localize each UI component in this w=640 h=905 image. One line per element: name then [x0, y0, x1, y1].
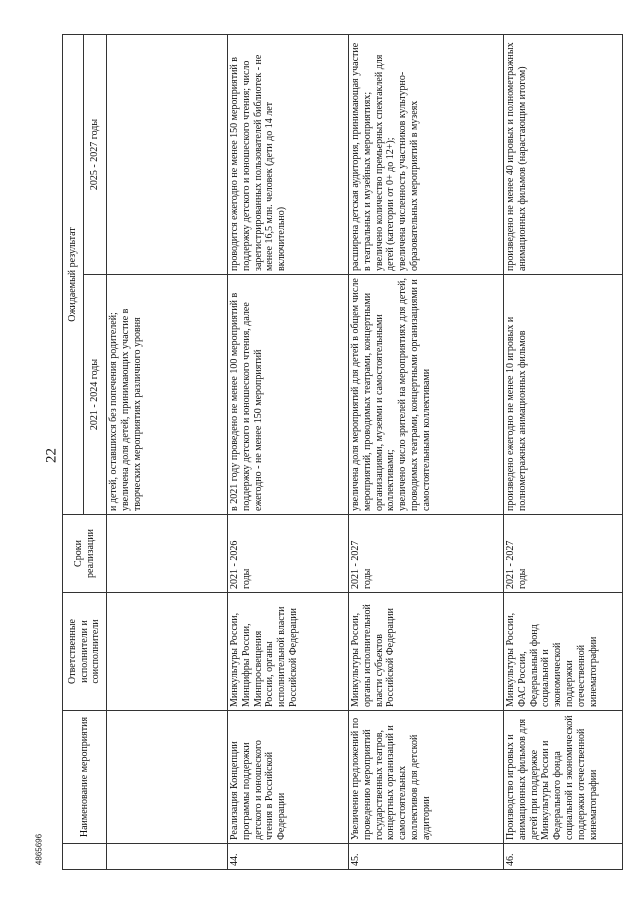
cell-terms	[107, 515, 228, 593]
cell-terms: 2021 - 2027 годы	[504, 515, 623, 593]
table-row	[504, 34, 623, 869]
cell-number: 46.	[504, 844, 623, 870]
cell-executors	[107, 593, 228, 711]
measures-table	[62, 34, 623, 870]
page-number: 22	[43, 448, 60, 463]
table-row-continuation	[107, 34, 228, 869]
cell-executors: Минкультуры России, органы исполнительной власти субъектов Российской Федерации	[349, 593, 504, 711]
cell-name: Реализация Концепции программы поддержки детского и юношеского чтения в Российской Федерации	[228, 711, 349, 844]
cell-result-2025-2027: расширена детская аудитория, принимающая участие в театральных и музейных мероприятиях; увеличено количество премьерных спектаклей для детей (категории от 0+ до 12+); увеличена численность участников культурно-образовательных мероприятий в музеях	[349, 34, 504, 274]
header-period-2025-2027: 2025 - 2027 годы	[84, 34, 107, 274]
rotated-table-container	[62, 35, 622, 870]
table-row	[349, 34, 504, 869]
header-executors: Ответственные исполнители и соисполнители	[63, 593, 107, 711]
cell-result-2021-2024: и детей, оставшихся без попечения родителей; увеличена доля детей, принимающих участие в творческих мероприятиях различного уровня	[107, 275, 228, 515]
cell-name	[107, 711, 228, 844]
document-id: 4865696	[34, 833, 44, 866]
header-terms: Сроки реализации	[63, 515, 107, 593]
header-number	[63, 844, 107, 870]
cell-number: 45.	[349, 844, 504, 870]
cell-name: Производство игровых и анимационных фильмов для детей при поддержке Минкультуры России и Федерального фонда социальной и экономической поддержки отечественной кинематографии	[504, 711, 623, 844]
cell-result-2025-2027: проводится ежегодно не менее 150 мероприятий в поддержку детского и юношеского чтения; число зарегистрированных пользователей библиотек - не менее 16,5 млн. человек (дети до 14 лет включительно)	[228, 34, 349, 274]
cell-result-2025-2027: произведено не менее 40 игровых и полнометражных анимационных фильмов (нарастающим итогом)	[504, 34, 623, 274]
cell-result-2025-2027	[107, 34, 228, 274]
cell-executors: Минкультуры России, ФАС России, Федеральный фонд социальной и экономической поддержки отечественной кинематографии	[504, 593, 623, 711]
cell-result-2021-2024: произведено ежегодно не менее 10 игровых и полнометражных анимационных фильмов	[504, 275, 623, 515]
header-expected-result: Ожидаемый результат	[63, 34, 84, 514]
cell-number	[107, 844, 228, 870]
cell-terms: 2021 - 2026 годы	[228, 515, 349, 593]
cell-name: Увеличение предложений по проведению мероприятий государственных театров, концертных организаций и самостоятельных коллективов для детской аудитории	[349, 711, 504, 844]
cell-executors: Минкультуры России, Минцифры России, Минпросвещения России, органы исполнительной власти Российской Федерации	[228, 593, 349, 711]
cell-result-2021-2024: в 2021 году проведено не менее 100 мероприятий в поддержку детского и юношеского чтения, далее ежегодно - не менее 150 мероприятий	[228, 275, 349, 515]
cell-result-2021-2024: увеличена доля мероприятий для детей в общем числе мероприятий, проводимых театрами, концертными организациями, музеями и самостоятельными коллективами; увеличено число зрителей на мероприятиях для детей, проводимых театрами, концертными организациями и самостоятельными коллективами	[349, 275, 504, 515]
header-name: Наименование мероприятия	[63, 711, 107, 844]
table-row	[228, 34, 349, 869]
header-period-2021-2024: 2021 - 2024 годы	[84, 275, 107, 515]
cell-terms: 2021 - 2027 годы	[349, 515, 504, 593]
cell-number: 44.	[228, 844, 349, 870]
